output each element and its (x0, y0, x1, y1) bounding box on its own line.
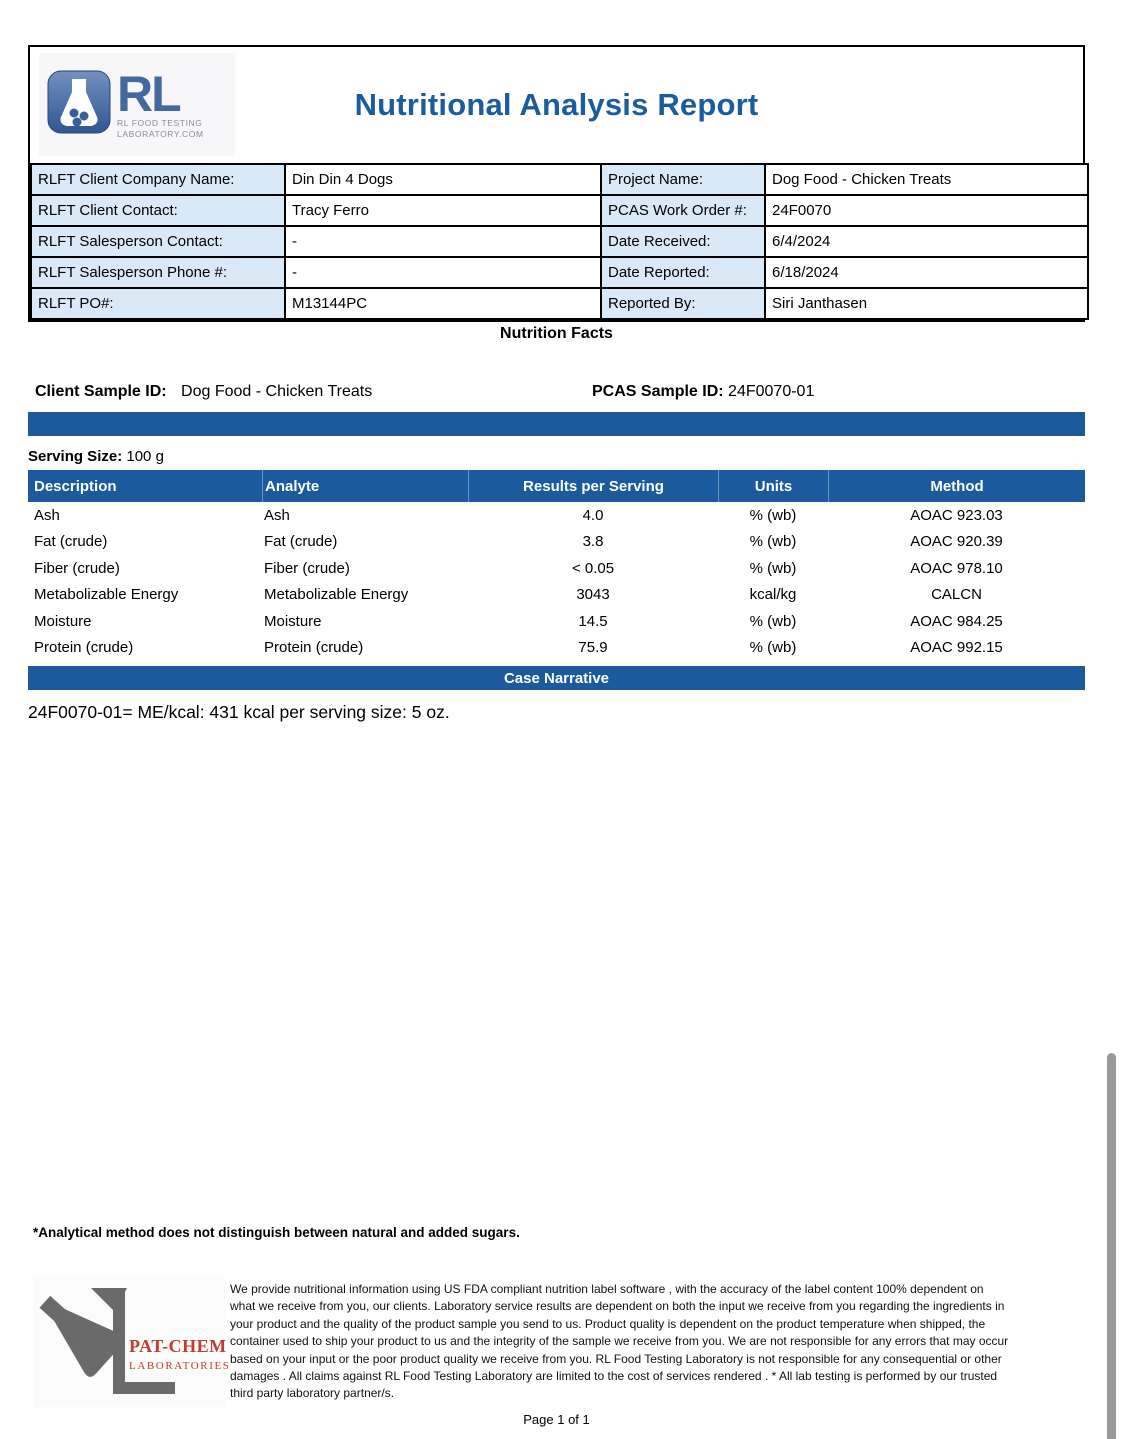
date-reported-label: Date Reported: (601, 257, 765, 288)
cell-result: 3043 (576, 586, 610, 604)
cell-description: Fat (crude) (34, 533, 108, 551)
pcas-sample-id-value: 24F0070-01 (728, 383, 815, 400)
cell-description: Metabolizable Energy (34, 586, 179, 604)
rl-logo-line2: LABORATORY.COM (117, 128, 204, 139)
result-row-protein (28, 635, 1085, 662)
cell-method: AOAC 923.03 (910, 506, 1003, 524)
header-results-per-serving: Results per Serving (468, 470, 718, 502)
cell-analyte: Fiber (crude) (264, 559, 350, 577)
pcas-sample-id-label: PCAS Sample ID: (592, 383, 724, 400)
client-company-value: Din Din 4 Dogs (285, 164, 601, 195)
cell-result: < 0.05 (571, 559, 615, 577)
client-info-row (31, 257, 1088, 288)
cell-result: 75.9 (578, 639, 608, 657)
client-company-label: RLFT Client Company Name: (31, 164, 285, 195)
client-contact-label: RLFT Client Contact: (31, 195, 285, 226)
cell-method: AOAC 978.10 (910, 559, 1003, 577)
sugars-footnote: *Analytical method does not distinguish between natural and added sugars. (33, 1225, 520, 1240)
project-name-label: Project Name: (601, 164, 765, 195)
patchem-logo-text (129, 1336, 231, 1372)
cell-analyte: Moisture (264, 612, 322, 630)
cell-result: 4.0 (582, 506, 604, 524)
serving-size (28, 448, 164, 465)
client-sample-id-value: Dog Food - Chicken Treats (181, 383, 373, 400)
section-divider-bar (28, 412, 1085, 436)
client-info-row (31, 164, 1088, 195)
cell-units: % (wb) (749, 639, 797, 657)
cell-units: % (wb) (749, 533, 797, 551)
page-number: Page 1 of 1 (523, 1412, 590, 1427)
cell-units: kcal/kg (749, 586, 797, 604)
cell-result: 3.8 (582, 533, 604, 551)
client-sample-id-label: Client Sample ID: (35, 383, 167, 400)
cell-analyte: Metabolizable Energy (264, 586, 409, 604)
cell-analyte: Ash (264, 506, 290, 524)
result-row-ash (28, 502, 1085, 529)
date-reported-value: 6/18/2024 (765, 257, 1088, 288)
result-row-metabolizable-energy (28, 582, 1085, 609)
client-info-row (31, 288, 1088, 319)
work-order-value: 24F0070 (765, 195, 1088, 226)
scrollbar-thumb[interactable] (1107, 1053, 1116, 1439)
disclaimer-text: We provide nutritional information using US FDA compliant nutrition label software , with the accuracy of the label content 100% dependent on what we receive from you, our clients. Laboratory service results are dependent on both the input we receive from you regarding the ingredients in your product and the quality of the product sample you send to us. Product quality is dependent on the product temperature when shipped, the container used to ship your product to us and the integrity of the sample we receive from you. We are not responsible for any errors that may occur based on your input or the poor product quality we receive from you. RL Food Testing Laboratory is not responsible for any consequential or other damages . All claims against RL Food Testing Laboratory are limited to the cost of services rendered . * All lab testing is performed by our trusted third party laboratory partner/s. (230, 1282, 1009, 1401)
case-narrative-header: Case Narrative (28, 666, 1085, 690)
salesperson-contact-label: RLFT Salesperson Contact: (31, 226, 285, 257)
cell-description: Protein (crude) (34, 639, 134, 657)
rl-lab-logo (39, 53, 235, 156)
report-header-box (28, 45, 1085, 322)
results-table-header (28, 470, 1085, 502)
salesperson-contact-value: - (285, 226, 601, 257)
result-row-moisture (28, 608, 1085, 635)
client-info-table (30, 163, 1089, 320)
patchem-logo (33, 1276, 231, 1407)
pcas-sample-id (592, 383, 814, 401)
patchem-sub: LABORATORIES (129, 1360, 231, 1372)
rl-logo-text (117, 65, 204, 140)
project-name-value: Dog Food - Chicken Treats (765, 164, 1088, 195)
cell-method: AOAC 920.39 (910, 533, 1003, 551)
cell-units: % (wb) (749, 506, 797, 524)
salesperson-phone-value: - (285, 257, 601, 288)
reported-by-label: Reported By: (601, 288, 765, 319)
rl-flask-icon (47, 70, 111, 139)
rl-logo-abbr: RL (117, 65, 180, 122)
serving-size-label: Serving Size: (28, 448, 123, 465)
result-row-fiber (28, 555, 1085, 582)
patchem-flask-icon (33, 1394, 225, 1411)
cell-description: Moisture (34, 612, 92, 630)
patchem-name: PAT-CHEM (129, 1336, 227, 1356)
cell-method: AOAC 984.25 (910, 612, 1003, 630)
work-order-label: PCAS Work Order #: (601, 195, 765, 226)
po-number-value: M13144PC (285, 288, 601, 319)
cell-description: Fiber (crude) (34, 559, 120, 577)
cell-description: Ash (34, 506, 60, 524)
cell-units: % (wb) (749, 612, 797, 630)
case-narrative-text: 24F0070-01= ME/kcal: 431 kcal per serving size: 5 oz. (28, 702, 450, 722)
result-row-fat (28, 529, 1085, 556)
cell-units: % (wb) (749, 559, 797, 577)
client-contact-value: Tracy Ferro (285, 195, 601, 226)
header-analyte: Analyte (262, 470, 468, 502)
header-description: Description (34, 477, 117, 495)
results-table (28, 470, 1085, 690)
serving-size-value: 100 g (126, 448, 164, 465)
header-units: Units (718, 470, 828, 502)
date-received-label: Date Received: (601, 226, 765, 257)
reported-by-value: Siri Janthasen (765, 288, 1088, 319)
cell-method: AOAC 992.15 (910, 639, 1003, 657)
cell-analyte: Fat (crude) (264, 533, 338, 551)
report-title: Nutritional Analysis Report (354, 87, 759, 122)
nutrition-facts-heading: Nutrition Facts (500, 325, 613, 342)
client-info-row (31, 195, 1088, 226)
cell-method: CALCN (931, 586, 982, 604)
cell-analyte: Protein (crude) (264, 639, 364, 657)
client-info-row (31, 226, 1088, 257)
po-number-label: RLFT PO#: (31, 288, 285, 319)
rl-logo-line1: RL FOOD TESTING (117, 117, 203, 128)
header-method: Method (828, 470, 1085, 502)
salesperson-phone-label: RLFT Salesperson Phone #: (31, 257, 285, 288)
date-received-value: 6/4/2024 (765, 226, 1088, 257)
cell-result: 14.5 (578, 612, 608, 630)
client-sample-id (35, 383, 372, 401)
report-header (30, 47, 1083, 163)
